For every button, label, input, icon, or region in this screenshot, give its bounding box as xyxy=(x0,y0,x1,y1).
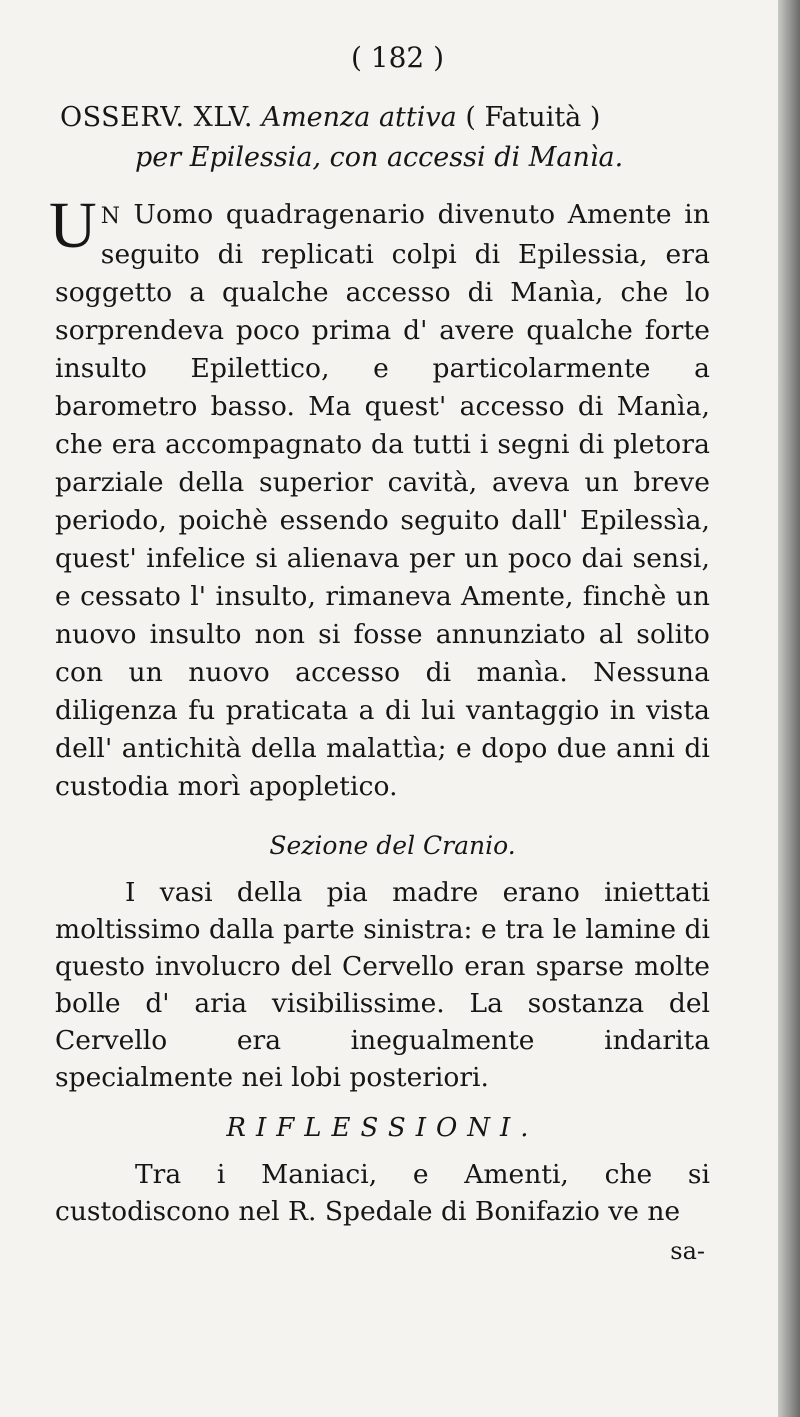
paragraph-case-text: Uomo quadragenario divenuto Amente in seguito di replicati colpi di Epilessia, era soggetto a qualche accesso di Manìa, che lo sorprendeva poco prima d' avere qualche forte insulto Epilettico, e particolarmente a barometro basso. Ma quest' accesso di Manìa, che era accompagnato da tutti i segni di pletora parziale della superior cavità, aveva un breve periodo, poichè essendo seguito dall' Epilessìa, quest' infelice si alienava per un poco dai sensi, e cessato l' insulto, rimaneva Amente, finchè un nuovo insulto non si fosse annunziato al solito con un nuovo accesso di manìa. Nessuna diligenza fu praticata a di lui vantaggio in vista dell' antichità della malattìa; e dopo due anni di custodia morì apopletico. xyxy=(55,199,710,802)
title-line-1 xyxy=(55,98,710,138)
page-number: ( 182 ) xyxy=(350,41,445,74)
paragraph-riflessioni: Tra i Maniaci, e Amenti, che si custodiscono nel R. Spedale di Bonifazio ve ne xyxy=(55,1159,710,1227)
first-word: N xyxy=(100,204,122,229)
paragraph-section: I vasi della pia madre erano iniettati moltissimo dalla parte sinistra: e tra le lamine di questo involucro del Cervello eran sparse molte bolle d' aria visibilissime. La sostanza del Cervello era inegualmente indarita specialmente nei lobi posteriori. xyxy=(55,877,710,1093)
page-text-block xyxy=(49,38,710,1268)
drop-cap: U xyxy=(49,189,97,262)
paragraph-case xyxy=(49,189,710,806)
title-paren: ( Fatuità ) xyxy=(465,102,601,133)
title-lead: OSSERV. XLV. xyxy=(60,102,253,133)
catchword: sa- xyxy=(670,1237,705,1265)
title-italic-1: Amenza attiva xyxy=(261,102,457,133)
observation-title xyxy=(55,98,710,178)
title-line-2: per Epilessia, con accessi di Manìa. xyxy=(135,142,624,173)
riflessioni-heading: RIFLESSIONI. xyxy=(226,1113,539,1143)
section-heading: Sezione del Cranio. xyxy=(269,831,516,860)
page-edge-shadow xyxy=(778,0,800,1417)
